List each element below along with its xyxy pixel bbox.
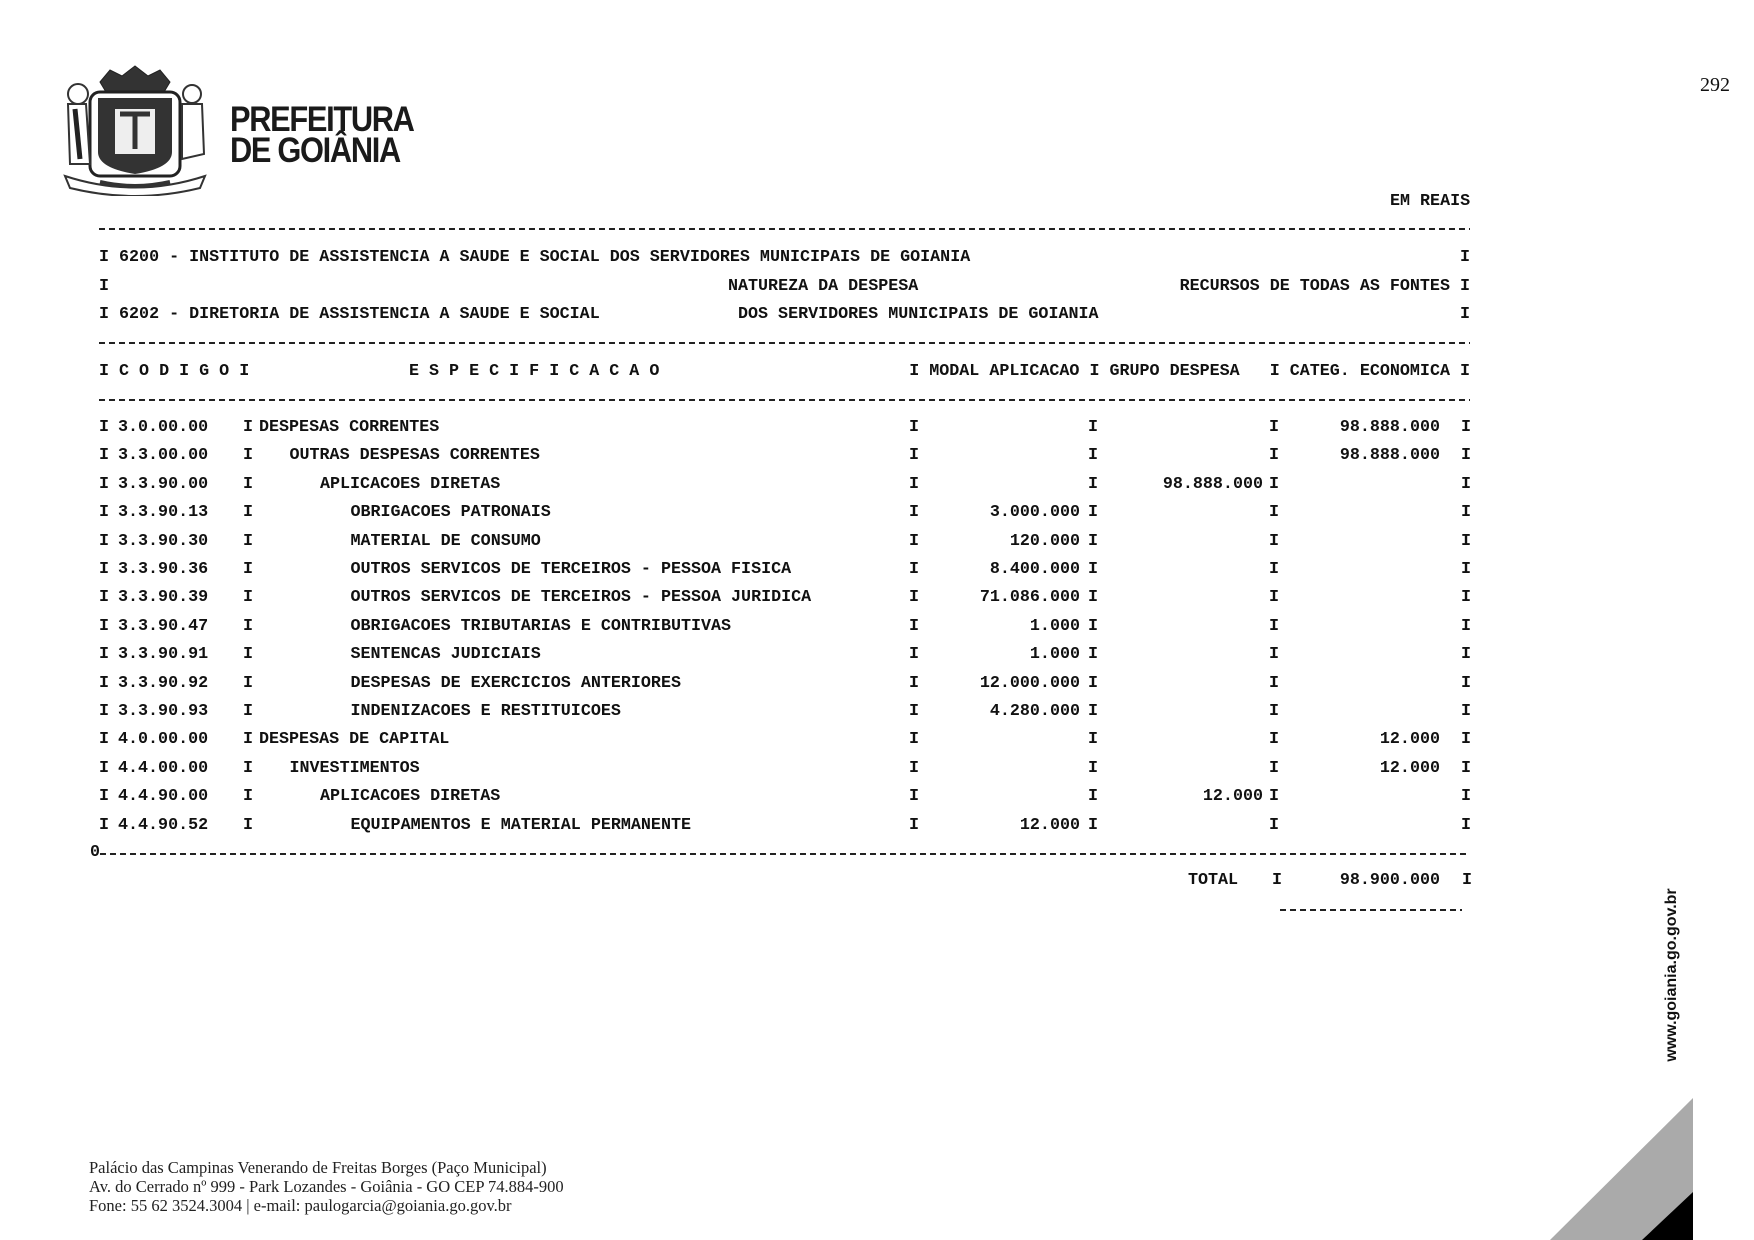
divider <box>100 853 1470 855</box>
natureza-label: NATUREZA DA DESPESA <box>728 277 919 296</box>
border-char: I <box>1461 758 1472 778</box>
row-modal-aplicacao: 8.400.000 <box>989 560 1080 579</box>
border-char: I <box>1269 758 1280 778</box>
border-char: I <box>909 503 920 523</box>
border-char: I <box>1272 871 1283 890</box>
border-char: I <box>1461 446 1472 466</box>
border-char: I <box>1461 588 1472 608</box>
footer-line: Palácio das Campinas Venerando de Freitas Borges (Paço Municipal) <box>89 1158 547 1177</box>
border-char: I <box>99 645 110 665</box>
row-modal-aplicacao: 120.000 <box>1009 531 1080 551</box>
border-char: I <box>1269 787 1280 807</box>
border-char: I <box>1088 645 1099 665</box>
row-especificacao: EQUIPAMENTOS E MATERIAL PERMANENTE <box>350 815 691 835</box>
row-code: 3.3.90.92 <box>118 673 209 693</box>
unit-line: I 6202 - DIRETORIA DE ASSISTENCIA A SAUDE E SOCIAL <box>99 305 600 324</box>
border-char: I <box>1269 588 1280 608</box>
footer-line: Av. do Cerrado nº 999 - Park Lozandes - Goiânia - GO CEP 74.884-900 <box>89 1177 564 1196</box>
border-char: I <box>1269 702 1280 721</box>
border-char: I <box>1269 531 1280 551</box>
org-line: I 6200 - INSTITUTO DE ASSISTENCIA A SAUDE E SOCIAL DOS SERVIDORES MUNICIPAIS DE GOIANIA <box>99 248 971 267</box>
border-char: I <box>1269 645 1280 665</box>
border-char: I <box>1461 787 1472 807</box>
border-char: I <box>99 418 110 437</box>
row-modal-aplicacao: 1.000 <box>1029 616 1080 636</box>
border-char: I <box>99 787 110 807</box>
border-char: I <box>1269 616 1280 636</box>
border-char: I <box>99 531 110 551</box>
border-char: I <box>1088 531 1099 551</box>
border-char: I <box>1461 702 1472 721</box>
border-char: I <box>909 730 920 750</box>
units-label: EM REAIS <box>1390 192 1471 211</box>
row-code: 4.4.90.00 <box>118 787 209 807</box>
border-char: I <box>1461 503 1472 523</box>
row-code: 4.4.90.52 <box>118 815 209 835</box>
row-code: 3.3.00.00 <box>118 446 209 466</box>
border-char: I <box>909 787 920 807</box>
column-header-values: I MODAL APLICACAO I GRUPO DESPESA I CATEG. ECONOMICA I <box>909 362 1470 381</box>
border-char: I <box>1269 446 1280 466</box>
row-especificacao: DESPESAS CORRENTES <box>259 418 440 437</box>
border-char: I <box>243 787 254 807</box>
row-modal-aplicacao: 12.000 <box>1019 815 1080 835</box>
row-code: 3.3.90.30 <box>118 531 209 551</box>
row-code: 3.3.90.00 <box>118 474 209 494</box>
border-char: I <box>1269 418 1280 437</box>
border-char: I <box>243 418 254 437</box>
border-char: I <box>243 446 254 466</box>
border-char: I <box>909 758 920 778</box>
border-char: I <box>1269 815 1280 835</box>
border-char: I <box>1088 616 1099 636</box>
border-char: I <box>909 645 920 665</box>
total-label: TOTAL <box>1188 871 1239 890</box>
border-char: I <box>1088 474 1099 494</box>
row-especificacao: MATERIAL DE CONSUMO <box>350 531 541 551</box>
border-char: I <box>909 560 920 579</box>
row-especificacao: APLICACOES DIRETAS <box>320 474 501 494</box>
border-char: I <box>1461 474 1472 494</box>
row-code: 3.3.90.91 <box>118 645 209 665</box>
border-char: I <box>909 815 920 835</box>
row-modal-aplicacao: 71.086.000 <box>979 588 1080 608</box>
border-char: I <box>909 588 920 608</box>
border-char: I <box>1461 560 1472 579</box>
logo-line2: DE GOIÂNIA <box>230 131 400 170</box>
border-char: I <box>99 673 110 693</box>
border-char: I <box>1461 531 1472 551</box>
row-especificacao: DESPESAS DE EXERCICIOS ANTERIORES <box>350 673 681 693</box>
border-char: I <box>243 531 254 551</box>
border-char: I <box>99 702 110 721</box>
row-categ-economica: 12.000 <box>1379 730 1440 750</box>
row-modal-aplicacao: 4.280.000 <box>989 702 1080 721</box>
border-char: I <box>243 730 254 750</box>
border-char: I <box>243 758 254 778</box>
border-char: I <box>99 474 110 494</box>
row-especificacao: APLICACOES DIRETAS <box>320 787 501 807</box>
unit-line-cont: DOS SERVIDORES MUNICIPAIS DE GOIANIA <box>738 305 1099 324</box>
border-char: I <box>1088 815 1099 835</box>
border-char: I <box>1462 871 1473 890</box>
border-char: I <box>99 730 110 750</box>
divider <box>99 228 1470 230</box>
row-code: 3.0.00.00 <box>118 418 209 437</box>
border-char: I <box>1088 418 1099 437</box>
border-char: I <box>1460 248 1471 267</box>
border-char: I <box>1460 305 1471 324</box>
row-especificacao: OBRIGACOES TRIBUTARIAS E CONTRIBUTIVAS <box>350 616 732 636</box>
row-code: 4.4.00.00 <box>118 758 209 778</box>
website-vertical: www.goiania.go.gov.br <box>1663 888 1680 1062</box>
border-char: I <box>909 418 920 437</box>
row-code: 3.3.90.93 <box>118 702 209 721</box>
total-underline <box>1280 909 1462 911</box>
border-char: I <box>99 758 110 778</box>
border-char: I <box>1088 730 1099 750</box>
prefeitura-logo-text <box>230 100 414 170</box>
corner-triangle-decoration <box>1540 1090 1700 1240</box>
border-char: I <box>1088 673 1099 693</box>
border-char: I <box>909 673 920 693</box>
border-char: I <box>99 560 110 579</box>
border-char: I <box>1269 730 1280 750</box>
border-char: I <box>1461 616 1472 636</box>
footer-address <box>89 1158 564 1215</box>
row-especificacao: INDENIZACOES E RESTITUICOES <box>350 702 621 721</box>
border-char: I <box>1461 673 1472 693</box>
border-char: I <box>1269 560 1280 579</box>
border-char: I <box>99 503 110 523</box>
row-especificacao: SENTENCAS JUDICIAIS <box>350 645 541 665</box>
border-char: I <box>243 474 254 494</box>
border-char: I <box>1088 787 1099 807</box>
row-especificacao: OUTRAS DESPESAS CORRENTES <box>289 446 540 466</box>
border-char: I <box>99 616 110 636</box>
row-code: 3.3.90.13 <box>118 503 209 523</box>
border-char: I <box>1269 673 1280 693</box>
footer-line: Fone: 55 62 3524.3004 | e-mail: paulogarcia@goiania.go.gov.br <box>89 1196 512 1215</box>
border-char: I <box>99 588 110 608</box>
border-char: I <box>909 702 920 721</box>
row-especificacao: OUTROS SERVICOS DE TERCEIROS - PESSOA JURIDICA <box>350 588 812 608</box>
border-char: I <box>909 531 920 551</box>
border-char: I <box>1269 503 1280 523</box>
border-char: I <box>243 588 254 608</box>
border-char: I <box>909 446 920 466</box>
border-char: I <box>1088 560 1099 579</box>
row-categ-economica: 98.888.000 <box>1339 446 1440 466</box>
border-char: I <box>1461 815 1472 835</box>
row-code: 4.0.00.00 <box>118 730 209 750</box>
border-char: I <box>909 616 920 636</box>
total-value: 98.900.000 <box>1339 871 1440 890</box>
border-char: I <box>909 474 920 494</box>
recursos-label: RECURSOS DE TODAS AS FONTES I <box>1179 277 1470 296</box>
row-grupo-despesa: 12.000 <box>1202 787 1263 807</box>
border-char: I <box>243 503 254 523</box>
row-especificacao: OUTROS SERVICOS DE TERCEIROS - PESSOA FISICA <box>350 560 792 579</box>
border-char: I <box>1461 730 1472 750</box>
border-char: I <box>99 277 110 296</box>
divider <box>99 342 1470 344</box>
border-char: I <box>243 673 254 693</box>
border-char: I <box>1088 446 1099 466</box>
border-char: I <box>1461 645 1472 665</box>
row-especificacao: OBRIGACOES PATRONAIS <box>350 503 551 523</box>
row-modal-aplicacao: 1.000 <box>1029 645 1080 665</box>
border-char: I <box>1088 503 1099 523</box>
row-especificacao: INVESTIMENTOS <box>289 758 420 778</box>
row-modal-aplicacao: 12.000.000 <box>979 673 1080 693</box>
divider <box>99 399 1470 401</box>
logo-line1: PREFEITURA <box>230 100 414 139</box>
border-char: I <box>243 560 254 579</box>
border-char: I <box>243 702 254 721</box>
border-char: I <box>1461 418 1472 437</box>
border-char: I <box>1269 474 1280 494</box>
border-char: I <box>1088 588 1099 608</box>
border-char: I <box>243 645 254 665</box>
row-categ-economica: 12.000 <box>1379 758 1440 778</box>
border-char: I <box>1088 758 1099 778</box>
row-code: 3.3.90.36 <box>118 560 209 579</box>
row-code: 3.3.90.47 <box>118 616 209 636</box>
bottom-prefix: 0 <box>90 843 101 862</box>
border-char: I <box>99 446 110 466</box>
column-header-especificacao: E S P E C I F I C A C A O <box>409 362 660 381</box>
border-char: I <box>99 815 110 835</box>
row-especificacao: DESPESAS DE CAPITAL <box>259 730 450 750</box>
border-char: I <box>243 616 254 636</box>
row-code: 3.3.90.39 <box>118 588 209 608</box>
column-header-codigo: I C O D I G O I <box>99 362 250 381</box>
page-number: 292 <box>1700 74 1730 96</box>
border-char: I <box>243 815 254 835</box>
row-modal-aplicacao: 3.000.000 <box>989 503 1080 523</box>
coat-of-arms-logo <box>60 64 210 196</box>
row-grupo-despesa: 98.888.000 <box>1162 474 1263 494</box>
row-categ-economica: 98.888.000 <box>1339 418 1440 437</box>
border-char: I <box>1088 702 1099 721</box>
